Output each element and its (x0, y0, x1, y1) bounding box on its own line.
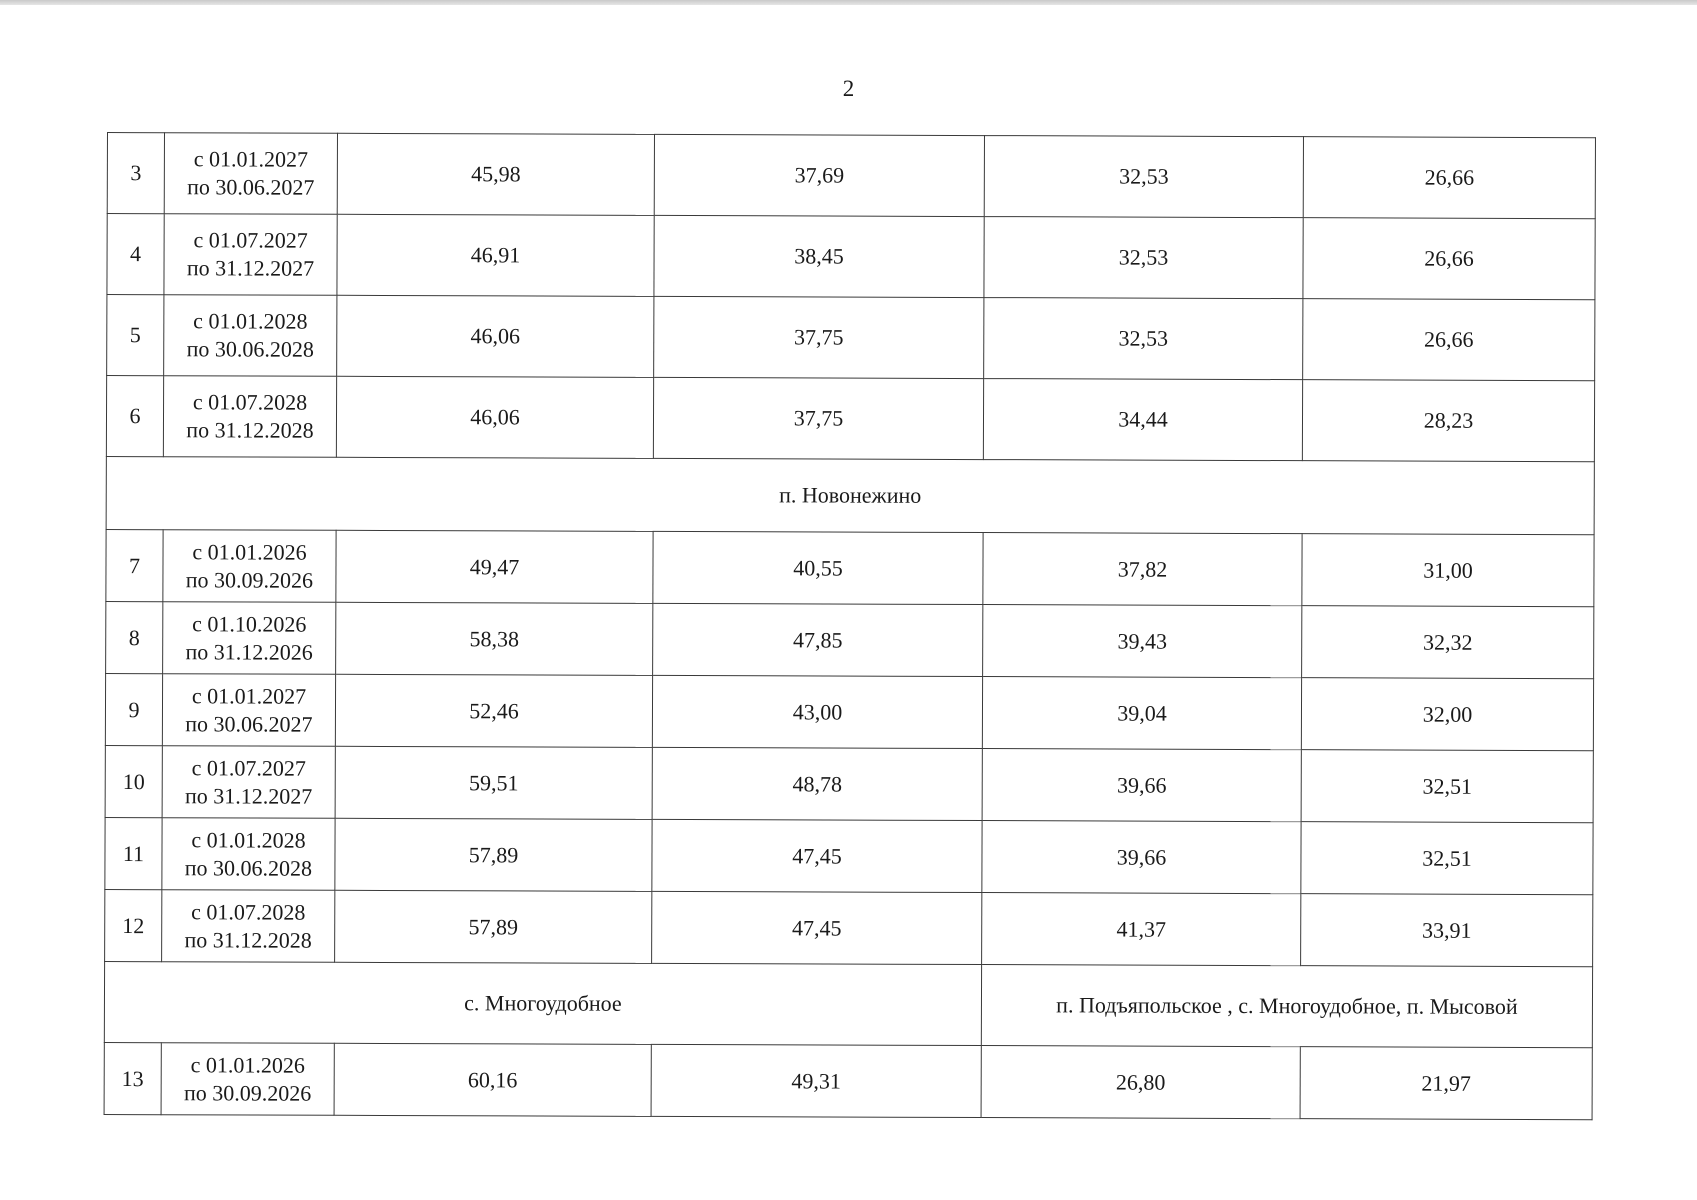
period-to: по 31.12.2026 (185, 638, 313, 665)
value-cell: 32,51 (1301, 750, 1593, 823)
period-from: с 01.01.2027 (193, 146, 309, 172)
table-row (106, 529, 1594, 606)
period-to: по 30.09.2026 (185, 566, 314, 593)
row-number: 11 (105, 817, 162, 889)
section-title-right: п. Подъяпольское , с. Многоудобное, п. Мысовой (981, 965, 1592, 1048)
value-cell: 26,66 (1303, 137, 1595, 219)
period-cell (163, 602, 336, 675)
value-cell: 43,00 (652, 675, 982, 748)
section-title-left: с. Многоудобное (104, 961, 981, 1045)
period-to: по 30.06.2028 (186, 336, 314, 362)
table-row (105, 673, 1593, 750)
period-from: с 01.07.2028 (192, 389, 308, 415)
page-number: 2 (842, 76, 855, 101)
value-cell: 39,04 (982, 677, 1301, 750)
value-cell: 37,69 (654, 134, 984, 216)
value-cell: 26,80 (981, 1046, 1300, 1119)
value-cell: 47,85 (653, 603, 983, 676)
period-cell (163, 530, 336, 603)
value-cell: 46,06 (337, 295, 654, 377)
period-to: по 30.06.2027 (185, 710, 313, 737)
period-to: по 31.12.2027 (186, 255, 315, 281)
value-cell: 46,91 (337, 214, 654, 296)
value-cell: 57,89 (335, 890, 652, 963)
period-from: с 01.10.2026 (192, 610, 307, 637)
table-row (107, 133, 1595, 219)
value-cell: 58,38 (336, 602, 653, 675)
value-cell: 59,51 (335, 746, 652, 819)
value-cell: 32,51 (1301, 822, 1593, 895)
value-cell: 37,82 (983, 533, 1302, 606)
scan-edge (0, 0, 1697, 5)
period-from: с 01.01.2028 (193, 308, 308, 334)
tariff-table (104, 132, 1596, 1120)
table-row (104, 1042, 1592, 1119)
period-cell (162, 890, 335, 963)
value-cell: 48,78 (652, 747, 982, 820)
value-cell: 39,43 (983, 605, 1302, 678)
table-row (106, 601, 1594, 678)
period-to: по 30.06.2027 (187, 174, 315, 200)
row-number: 9 (105, 673, 162, 745)
period-cell (164, 295, 337, 377)
value-cell: 26,66 (1303, 218, 1595, 300)
period-from: с 01.07.2027 (191, 754, 306, 781)
table-row (107, 214, 1595, 300)
value-cell: 32,53 (984, 217, 1303, 299)
period-cell (162, 674, 335, 747)
table-row (105, 745, 1593, 822)
table-row (107, 295, 1595, 381)
value-cell: 49,47 (336, 530, 653, 603)
value-cell: 33,91 (1301, 894, 1593, 967)
value-cell: 37,75 (653, 377, 983, 459)
value-cell: 49,31 (651, 1044, 981, 1117)
period-cell (162, 746, 335, 819)
period-from: с 01.07.2027 (193, 227, 308, 253)
value-cell: 41,37 (982, 893, 1301, 966)
value-cell: 34,44 (983, 379, 1302, 461)
value-cell: 32,32 (1302, 606, 1594, 679)
row-number: 13 (104, 1042, 161, 1114)
period-to: по 31.12.2027 (185, 782, 313, 809)
value-cell: 31,00 (1302, 534, 1594, 607)
value-cell: 26,66 (1303, 299, 1595, 381)
value-cell: 45,98 (337, 133, 654, 215)
period-cell (163, 376, 336, 458)
value-cell: 40,55 (653, 531, 983, 604)
row-number: 3 (107, 133, 164, 214)
value-cell: 37,75 (654, 296, 984, 378)
value-cell: 21,97 (1300, 1047, 1592, 1120)
period-to: по 31.12.2028 (184, 926, 312, 953)
period-to: по 30.09.2026 (183, 1079, 312, 1106)
row-number: 8 (106, 601, 163, 673)
period-cell (164, 214, 337, 296)
value-cell: 38,45 (654, 215, 984, 297)
value-cell: 57,89 (335, 818, 652, 891)
period-cell (162, 818, 335, 891)
value-cell: 39,66 (982, 821, 1301, 894)
row-number: 7 (106, 529, 163, 601)
value-cell: 47,45 (652, 891, 982, 964)
section-row (106, 456, 1594, 534)
value-cell: 47,45 (652, 819, 982, 892)
value-cell: 32,53 (984, 136, 1303, 218)
row-number: 5 (107, 295, 164, 376)
period-from: с 01.01.2027 (191, 682, 307, 709)
period-from: с 01.07.2028 (191, 898, 306, 925)
period-cell (161, 1043, 334, 1116)
value-cell: 52,46 (335, 674, 652, 747)
value-cell: 32,53 (984, 298, 1303, 380)
value-cell: 60,16 (334, 1043, 651, 1116)
value-cell: 28,23 (1302, 380, 1594, 462)
period-from: с 01.01.2026 (190, 1051, 305, 1078)
period-cell (164, 133, 337, 215)
section-row (104, 961, 1592, 1047)
period-to: по 31.12.2028 (186, 417, 314, 443)
row-number: 10 (105, 745, 162, 817)
period-from: с 01.01.2028 (191, 826, 306, 853)
value-cell: 32,00 (1301, 678, 1593, 751)
section-title: п. Новонежино (106, 456, 1594, 534)
value-cell: 39,66 (982, 749, 1301, 822)
period-to: по 30.06.2028 (184, 854, 313, 881)
row-number: 4 (107, 214, 164, 295)
row-number: 12 (105, 889, 162, 961)
value-cell: 46,06 (336, 376, 653, 458)
table-row (106, 376, 1594, 462)
period-from: с 01.01.2026 (192, 538, 307, 565)
table-row (105, 817, 1593, 894)
table-row (105, 889, 1593, 966)
row-number: 6 (106, 376, 163, 457)
